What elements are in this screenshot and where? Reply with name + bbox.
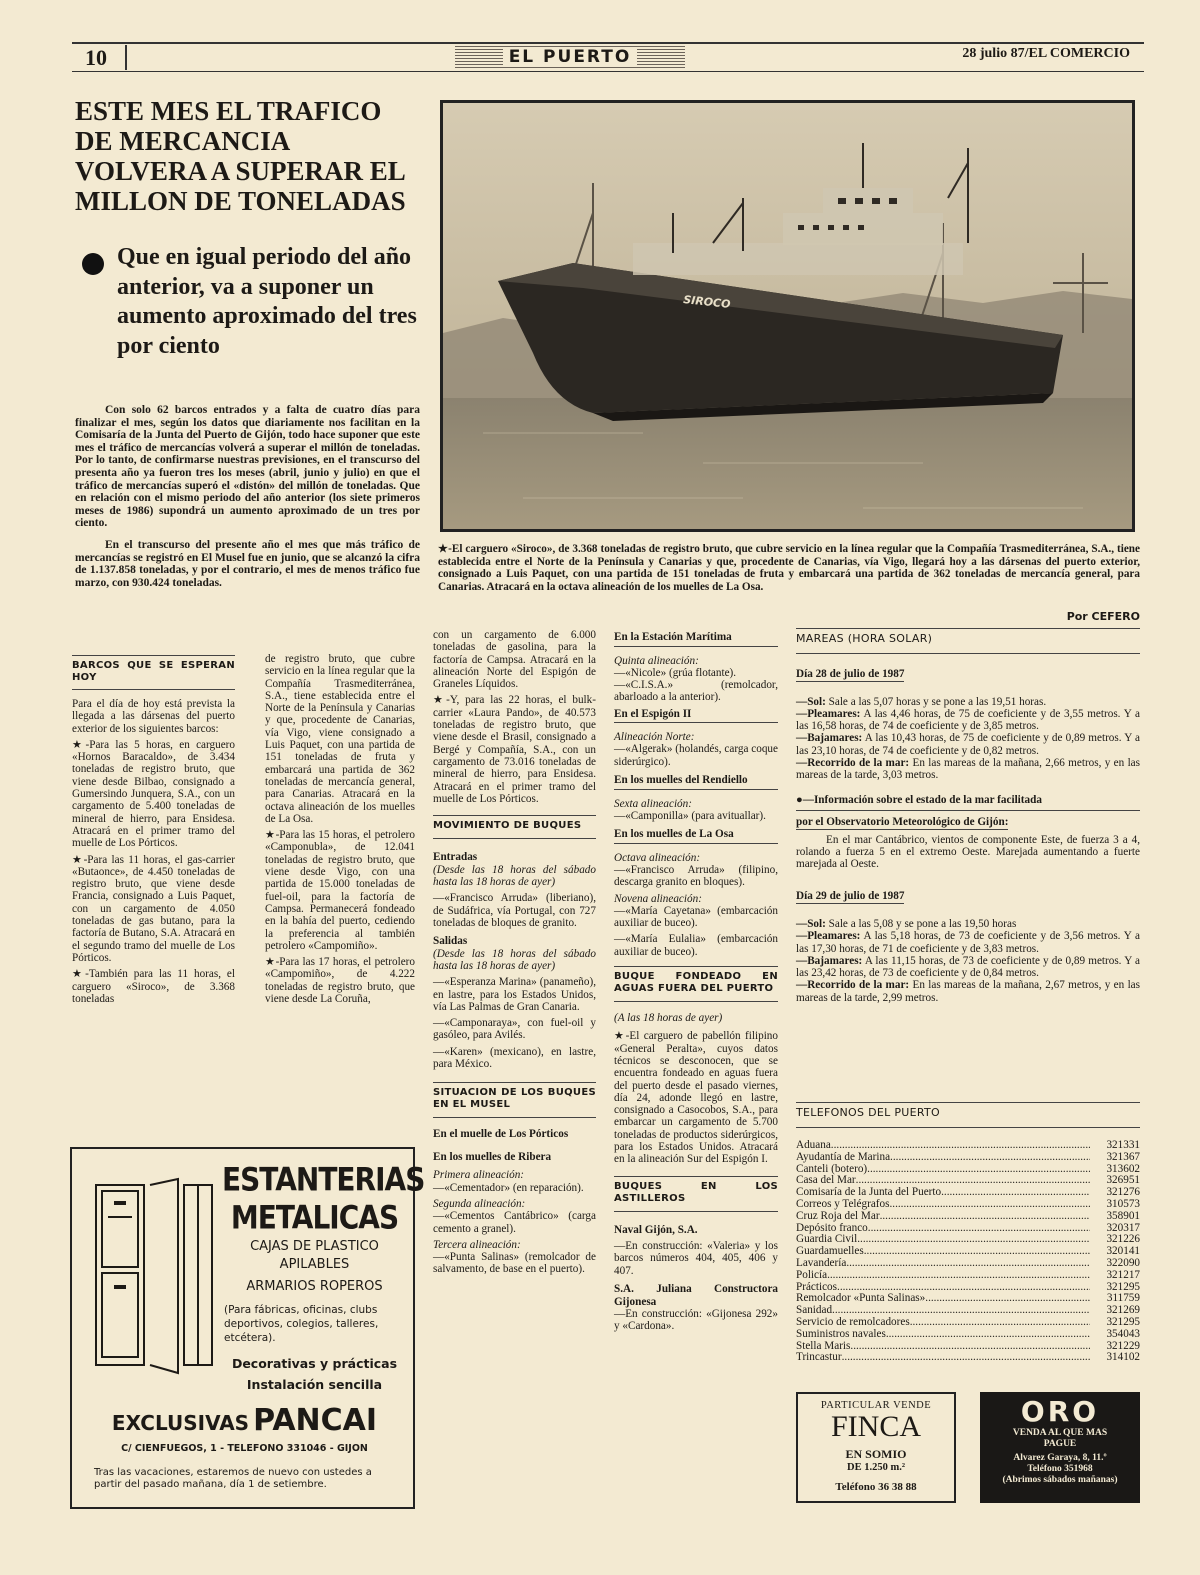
rendiello-title: En los muelles del Rendiello [614, 774, 778, 790]
ad-oro-title: ORO [1020, 1395, 1100, 1428]
mareas-day1-pleamares [796, 708, 1140, 733]
telefono-name: Servicio de remolcadores [796, 1315, 910, 1328]
telefono-name: Lavandería [796, 1256, 847, 1269]
telefono-name: Cruz Roja del Mar [796, 1209, 880, 1222]
telefono-leader [910, 1317, 1090, 1329]
marea-text: En las mareas de la mañana, 2,66 metros, y en las mareas de la tarde, 3,03 metros. [796, 756, 1141, 782]
telefono-leader [890, 1152, 1090, 1164]
telefono-number: 314102 [1106, 1351, 1140, 1364]
mareas-day2-pleamares [796, 930, 1140, 955]
marea-text: A las 10,43 horas, de 75 de coeficiente y de 0,89 metros. Y a las 23,10 horas, de 74 de coeficiente y de 0,82 metros. [796, 732, 1140, 757]
subhead: Que en igual periodo del año anterior, va a suponer un aumento aproximado del tres por ciento [117, 244, 417, 359]
telefono-row [796, 1270, 1140, 1282]
juliana-text: —En construcción: «Gijonesa 292» y «Cardona». [614, 1308, 778, 1333]
telefono-leader [867, 1164, 1090, 1176]
ad-pancai [70, 1147, 425, 1509]
osa-item: —«María Cayetana» (embarcación auxiliar de buceo). [614, 904, 778, 930]
telefono-number: 326951 [1106, 1174, 1140, 1187]
marea-text: Sale a las 5,08 y se pone a las 19,50 horas [825, 917, 1017, 930]
mareas-rule-top [796, 628, 1140, 629]
telefono-name: Guardamuelles [796, 1245, 864, 1258]
salidas-range: (Desde las 18 horas del sábado hasta las 18 horas de ayer) [433, 947, 596, 972]
mareas-title: MAREAS (HORA SOLAR) [796, 632, 933, 645]
mareas-day2-sol [796, 918, 1140, 930]
alineacion-item: —«Cementos Cantábrico» (carga cemento a granel). [433, 1210, 596, 1235]
fondeado-title: BUQUE FONDEADO EN AGUAS FUERA DEL PUERTO [614, 971, 778, 995]
telefono-row [796, 1341, 1140, 1353]
header-rule-top [72, 42, 1144, 44]
entradas-title: Entradas [433, 851, 478, 864]
fondeado-text: ★-El carguero de pabellón filipino «General Peralta», cuyos datos técnicos se desconocen, que se encuentra fondeado en aguas fuera del puerto desde el pasado viernes, día 24, adonde llegó en lastre, consignado a Casocobos, S.A., para embarcar un cargamento de 5.700 toneladas de productos siderúrgicos, para los Estados Unidos. Atracará en la alineación Sur del Espigón I. [614, 1030, 778, 1166]
espigon-item: —«Algerak» (holandés, carga coque siderúrgico). [614, 743, 778, 768]
headline: ESTE MES EL TRAFICO DE MERCANCIA VOLVERA A SUPERAR EL MILLON DE TONELADAS [75, 96, 406, 216]
locker-illustration [88, 1177, 218, 1377]
barcos-col-1 [72, 655, 235, 1009]
barcos-rule-bottom [72, 689, 235, 690]
telefono-number: 321226 [1106, 1233, 1140, 1246]
telefonos-rule-bottom [796, 1127, 1140, 1128]
alineacion-label: Segunda alineación: [433, 1197, 526, 1210]
marea-text: A las 5,18 horas, de 73 de coeficiente y de 3,56 metros. Y a las 17,30 horas, de 71 de coeficiente y de 3,83 metros. [796, 930, 1140, 955]
telefono-row [796, 1152, 1140, 1164]
telefono-leader [846, 1258, 1090, 1270]
telefono-name: Canteli (botero) [796, 1162, 868, 1175]
estacion-item: —«Nicole» (grúa flotante). [614, 666, 737, 679]
ad-oro-line2: Alvarez Garaya, 8, 11.º [1013, 1453, 1107, 1463]
osa-title: En los muelles de La Osa [614, 828, 778, 844]
barcos-paragraph: ★-Para las 11 horas, el gas-carrier «Butaonce», de 4.450 toneladas de registro bruto, que viene desde Francia, consignado a Luis Paquet, con un cargamento de 4.050 toneladas de gas butano, para la factoría de Butano, S.A. Atracará en el segundo tramo del muelle de Los Pórticos. [72, 853, 235, 964]
telefono-name: Trincastur [796, 1351, 842, 1364]
porticos-title: En el muelle de Los Pórticos [433, 1128, 569, 1141]
espigon-label: Alineación Norte: [614, 731, 695, 744]
telefono-number: 320141 [1106, 1245, 1140, 1258]
barcos-rule-top [72, 655, 235, 656]
osa-label: Octava alineación: [614, 851, 701, 864]
ad-pancai-line5: Decorativas y prácticas [231, 1356, 398, 1371]
fondeado-range: (A las 18 horas de ayer) [614, 1012, 723, 1025]
alineacion-item: —«Punta Salinas» (remolcador de salvamento, de base en el puerto). [433, 1251, 596, 1276]
mareas-day1-recorrido [796, 757, 1140, 782]
bullet-icon [82, 253, 104, 275]
telefono-name: Correos y Telégrafos [796, 1197, 890, 1210]
alineacion-label: Tercera alineación: [433, 1238, 521, 1251]
barcos-paragraph: ★-Para las 5 horas, en carguero «Hornos Baracaldo», de 3.434 toneladas de registro bruto, que viene desde Bilbao, consignado a Gumersindo Junquera, S.A., con un cargamento de 5.400 toneladas de mineral de hierro, para Ensidesa. Atracará en el primer tramo del muelle de Los Pórticos. [72, 738, 235, 850]
marea-label: —Bajamares: [796, 954, 863, 967]
mareas-section [796, 628, 1140, 1004]
telefono-row [796, 1329, 1140, 1341]
barcos-paragraph: Para el día de hoy está prevista la llegada a las dársenas del puerto exterior de los siguientes barcos: [72, 698, 235, 735]
telefono-leader [941, 1187, 1090, 1199]
salida-item: —«Camponaraya», con fuel-oil y gasóleo, para Avilés. [433, 1017, 596, 1042]
ad-oro [980, 1392, 1140, 1503]
telefono-number: 321367 [1106, 1150, 1140, 1163]
ad-pancai-note: Tras las vacaciones, estaremos de nuevo con ustedes a partir del pasado mañana, día 1 de setiembre. [94, 1467, 372, 1490]
telefono-leader [880, 1211, 1090, 1223]
telefono-leader [868, 1223, 1090, 1235]
barcos-paragraph: con un cargamento de 6.000 toneladas de gasolina, para la factoría de Campsa. Atracará en la alineación Norte del Espigón de Graneles Líquidos. [433, 629, 596, 691]
telefono-number: 321269 [1106, 1304, 1140, 1317]
marea-text: Sale a las 5,07 horas y se pone a las 19,51 horas. [825, 695, 1047, 708]
marea-label: —Recorrido de la mar: [796, 756, 910, 769]
situacion-rule-bottom [433, 1117, 596, 1118]
telefono-row [796, 1317, 1140, 1329]
ad-pancai-line6: Instalación sencilla [246, 1377, 383, 1392]
ad-pancai-brand: PANCAI [253, 1403, 378, 1438]
telefono-number: 358901 [1106, 1209, 1140, 1222]
ad-pancai-line4: (Para fábricas, oficinas, clubs deportivos, colegios, talleres, etcétera). [224, 1304, 379, 1344]
estacion-label: Quinta alineación: [614, 654, 699, 667]
telefono-leader [827, 1270, 1090, 1282]
ad-pancai-line1: CAJAS DE PLASTICO [250, 1239, 379, 1254]
movimiento-rule-top [433, 815, 596, 816]
telefono-name: Guardia Civil [796, 1233, 858, 1246]
telefono-leader [886, 1329, 1090, 1341]
telefonos-title: TELEFONOS DEL PUERTO [796, 1106, 940, 1119]
situacion-rule-top [433, 1082, 596, 1083]
telefono-name: Casa del Mar [796, 1174, 856, 1187]
fondeado-rule-bottom [614, 1001, 778, 1002]
marea-text: En las mareas de la mañana, 2,67 metros, y en las mareas de la tarde, 2,99 metros. [796, 979, 1141, 1004]
telefono-number: 321295 [1106, 1315, 1140, 1328]
mareas-day2-recorrido [796, 979, 1140, 1004]
ad-finca-phone: Teléfono 36 38 88 [835, 1481, 917, 1493]
osa-item: —«Francisco Arruda» (filipino, descarga granito en bloques). [614, 863, 778, 889]
info-text: En el mar Cantábrico, vientos de componente Este, de fuerza 3 a 4, rolando a fuerza 5 en el extremo Oeste. Marejada aumentando a fuerte marejada al Oeste. [796, 833, 1140, 871]
marea-label: —Pleamares: [796, 707, 861, 720]
telefono-name: Aduana [796, 1139, 831, 1151]
marea-label: —Sol: [796, 917, 826, 930]
ad-pancai-brand-prefix: EXCLUSIVAS [111, 1411, 250, 1435]
mareas-day2-bajamares [796, 955, 1140, 980]
telefono-leader [889, 1199, 1090, 1211]
estacion-title: En la Estación Marítima [614, 631, 778, 647]
marea-label: —Sol: [796, 695, 826, 708]
telefono-number: 322090 [1106, 1256, 1140, 1269]
barcos-title: BARCOS QUE SE ESPERAN HOY [72, 660, 235, 683]
info-title-1: ●—Información sobre el estado de la mar facilitada [796, 794, 1140, 812]
telefono-row [796, 1258, 1140, 1270]
osa-label: Novena alineación: [614, 892, 702, 905]
ad-oro-line4: (Abrimos sábados mañanas) [1002, 1475, 1118, 1485]
telefono-number: 320317 [1106, 1221, 1140, 1234]
mareas-rule-bottom [796, 653, 1140, 654]
ship-name-label: SIROCO [682, 293, 732, 311]
telefono-name: Depósito franco [796, 1221, 868, 1234]
alineacion-item: —«Cementador» (en reparación). [433, 1181, 584, 1194]
marea-label: —Pleamares: [796, 930, 861, 943]
telefono-name: Sanidad [796, 1304, 833, 1317]
telefono-row [796, 1199, 1140, 1211]
telefono-name: Prácticos [796, 1280, 838, 1293]
osa-item: —«María Eulalia» (embarcación auxiliar de buceo). [614, 933, 778, 958]
rendiello-label: Sexta alineación: [614, 797, 692, 810]
telefono-row [796, 1211, 1140, 1223]
barcos-paragraph: ★-También para las 11 horas, el carguero «Siroco», de 3.368 toneladas [72, 968, 235, 1005]
entrada-item: —«Francisco Arruda» (liberiano), de Sudáfrica, vía Portugal, con 727 toneladas de bloques de granito. [433, 892, 596, 929]
telefono-leader [850, 1341, 1090, 1353]
ad-finca-size: DE 1.250 m.² [847, 1462, 905, 1473]
telefono-number: 354043 [1106, 1327, 1140, 1340]
telefono-row [796, 1352, 1140, 1364]
telefono-number: 321276 [1106, 1186, 1140, 1199]
mareas-day1-bajamares [796, 732, 1140, 757]
section-title [455, 46, 685, 68]
entradas-range: (Desde las 18 horas del sábado hasta las 18 horas de ayer) [433, 863, 596, 888]
telefono-leader [925, 1293, 1090, 1305]
salida-item: —«Karen» (mexicano), en lastre, para México. [433, 1045, 596, 1071]
telefono-number: 310573 [1106, 1197, 1140, 1210]
telefono-number: 321295 [1106, 1280, 1140, 1293]
lead-paragraph: En el transcurso del presente año el mes que más tráfico de mercancías se registró en El Musel fue en junio, que se alcanzó la cifra de 1.137.858 toneladas, y por el contrario, el mes de menos tráfico fue marzo, con 930.424 toneladas. [75, 538, 420, 589]
section-title-text: EL PUERTO [503, 47, 638, 67]
naval-text: —En construcción: «Valeria» y los barcos números 404, 405, 406 y 407. [614, 1240, 778, 1277]
telefono-name: Policía [796, 1268, 828, 1281]
lead-paragraph: Con solo 62 barcos entrados y a falta de cuatro días para finalizar el mes, según los datos que diariamente nos facilitan en la Comisaría de la Junta del Puerto de Gijón, todo hace suponer que este mes el tráfico de mercancías volverá a superar el millón de toneladas. Por lo tanto, de confirmarse nuestras previsiones, en el transcurso del presenta año ya fueron tres los meses (abril, junio y julio) en que el tráfico de mercancías superó el «distón» del millón de toneladas. Que en relación con el mismo periodo del año anterior (los siete primeros meses de 1986) supondrá un aumento aproximado de un tres por ciento. [75, 404, 420, 530]
marea-text: A las 4,46 horas, de 75 de coeficiente y de 3,55 metros. Y a las 16,58 horas, de 74 de coeficiente y de 3,85 metros. [796, 707, 1140, 733]
telefonos-list [796, 1140, 1140, 1364]
espigon-title: En el Espigón II [614, 708, 778, 724]
salida-item: —«Esperanza Marina» (panameño), en lastre, para los Estados Unidos, vía Las Palmas de Gran Canaria. [433, 976, 596, 1013]
ship-photo-illustration [443, 103, 1132, 529]
barcos-paragraph: ★-Para las 15 horas, el petrolero «Camponubla», de 12.041 toneladas de registro bruto, que viene desde Vigo, con una partida de 15.000 toneladas de fuel-oil, para la factoría de Campsa. Permanecerá fondeado en la bahía del puerto, cediendo la preferencia al también petrolero «Campomiño». [265, 829, 415, 952]
lead-body [75, 404, 420, 598]
ad-pancai-line2: APILABLES [279, 1257, 350, 1272]
fondeado-rule-top [614, 966, 778, 967]
telefono-leader [842, 1352, 1090, 1364]
telefono-row [796, 1246, 1140, 1258]
salidas-title: Salidas [433, 935, 468, 948]
column-4 [614, 631, 778, 1337]
telefono-row [796, 1293, 1140, 1305]
ribera-title: En los muelles de Ribera [433, 1150, 552, 1163]
ad-pancai-title2: METALICAS [230, 1198, 399, 1237]
ad-pancai-line3: ARMARIOS ROPEROS [246, 1279, 383, 1294]
mareas-day1-sol [796, 696, 1140, 708]
telefono-number: 321229 [1106, 1339, 1140, 1352]
header-rule-bottom [72, 71, 1144, 72]
telefono-number: 311759 [1106, 1292, 1140, 1305]
ad-finca [796, 1392, 956, 1503]
astilleros-rule-top [614, 1176, 778, 1177]
byline: Por CEFERO [1066, 610, 1140, 623]
barcos-paragraph: ★-Y, para las 22 horas, el bulk-carrier «Laura Pando», de 40.573 toneladas de registro bruto, que viene desde el Brasil, consignado a Bergé y Compañía, S.A., con un cargamento de 73.016 toneladas de mineral de hierro, para Ensidesa. Atracará en el primer tramo del muelle de Los Pórticos. [433, 694, 596, 805]
astilleros-title: BUQUES EN LOS ASTILLEROS [614, 1180, 778, 1204]
astilleros-rule-bottom [614, 1211, 778, 1212]
telefono-leader [857, 1234, 1090, 1246]
column-3 [433, 629, 596, 1280]
info-title-2: por el Observatorio Meteorológico de Gijón: [796, 816, 1009, 829]
telefono-leader [864, 1246, 1090, 1258]
ad-pancai-title1: ESTANTERIAS [222, 1160, 425, 1199]
barcos-paragraph: de registro bruto, que cubre servicio en la línea regular que la Compañía Trasmediterránea, S.A., tiene establecida entre el Norte de la Península y Canarias y que, procedente de Canarias, vía Vigo, viene consignado a Luis Paquet, con una partida de 151 toneladas de fruta y embarcará una partida de 362 toneladas de mercancía general, para Canarias. Atracará en la octava alineación de los muelles de La Osa. [265, 653, 415, 825]
alineacion-label: Primera alineación: [433, 1169, 525, 1182]
ad-oro-line1: VENDA AL QUE MAS PAGUE [1012, 1428, 1108, 1449]
telefono-name: Ayudantía de Marina [796, 1150, 891, 1163]
marea-text: A las 11,15 horas, de 73 de coeficiente y de 0,89 metros. Y a las 23,42 horas, de 73 de coeficiente y de 0,84 metros. [796, 954, 1140, 980]
ad-pancai-address: C/ CIENFUEGOS, 1 - TELEFONO 331046 - GIJON [121, 1443, 368, 1454]
juliana-title: S.A. Juliana Constructora Gijonesa [614, 1283, 778, 1308]
telefono-name: Comisaría de la Junta del Puerto [796, 1186, 942, 1199]
telefono-name: Stella Maris [796, 1339, 851, 1352]
ad-oro-line3: Teléfono 351968 [1027, 1464, 1093, 1474]
dateline: 28 julio 87/EL COMERCIO [962, 46, 1130, 61]
telefonos-rule-top [796, 1102, 1140, 1103]
mareas-day1-title: Día 28 de julio de 1987 [796, 668, 905, 680]
telefono-number: 321331 [1106, 1139, 1140, 1151]
marea-label: —Bajamares: [796, 732, 863, 745]
marea-label: —Recorrido de la mar: [796, 979, 910, 992]
page-number: 10 [75, 45, 127, 70]
telefono-name: Suministros navales [796, 1327, 886, 1340]
barcos-col-2 [265, 653, 415, 1009]
telefono-name: Remolcador «Punta Salinas» [796, 1292, 926, 1305]
ship-photo [440, 100, 1135, 532]
barcos-paragraph: ★-Para las 17 horas, el petrolero «Campomiño», de 4.222 toneladas de registro bruto, que viene desde La Coruña, [265, 956, 415, 1006]
movimiento-rule-bottom [433, 838, 596, 839]
ad-finca-title: FINCA [830, 1410, 921, 1443]
telefonos-section [796, 1102, 1140, 1364]
ad-pancai-brand-row [82, 1403, 407, 1438]
mareas-day2-title: Día 29 de julio de 1987 [796, 890, 905, 903]
ad-finca-place: EN SOMIO [845, 1447, 907, 1461]
rendiello-item: —«Camponilla» (para avituallar). [614, 809, 766, 822]
naval-title: Naval Gijón, S.A. [614, 1223, 698, 1236]
telefono-number: 321217 [1106, 1268, 1140, 1281]
telefono-number: 313602 [1106, 1162, 1140, 1175]
situacion-title: SITUACION DE LOS BUQUES EN EL MUSEL [433, 1087, 596, 1111]
photo-caption: ★-El carguero «Siroco», de 3.368 toneladas de registro bruto, que cubre servicio en la línea regular que la Compañía Trasmediterránea, S.A., tiene establecida entre el Norte de la Península y Canarias y que, procedente de Canarias, vía Vigo, llegará hoy a las dársenas del puerto exterior, consignado a Luis Paquet, con una partida de 151 toneladas de fruta y embarcará una partida de 362 toneladas de mercancía general, para Canarias. Atracará en la octava alineación de los muelles de La Osa. [438, 543, 1140, 593]
estacion-item: —«C.I.S.A.» (remolcador, abarloado a la anterior). [614, 679, 778, 704]
movimiento-title: MOVIMIENTO DE BUQUES [433, 820, 582, 832]
ad-finca-top: PARTICULAR VENDE [820, 1400, 932, 1411]
